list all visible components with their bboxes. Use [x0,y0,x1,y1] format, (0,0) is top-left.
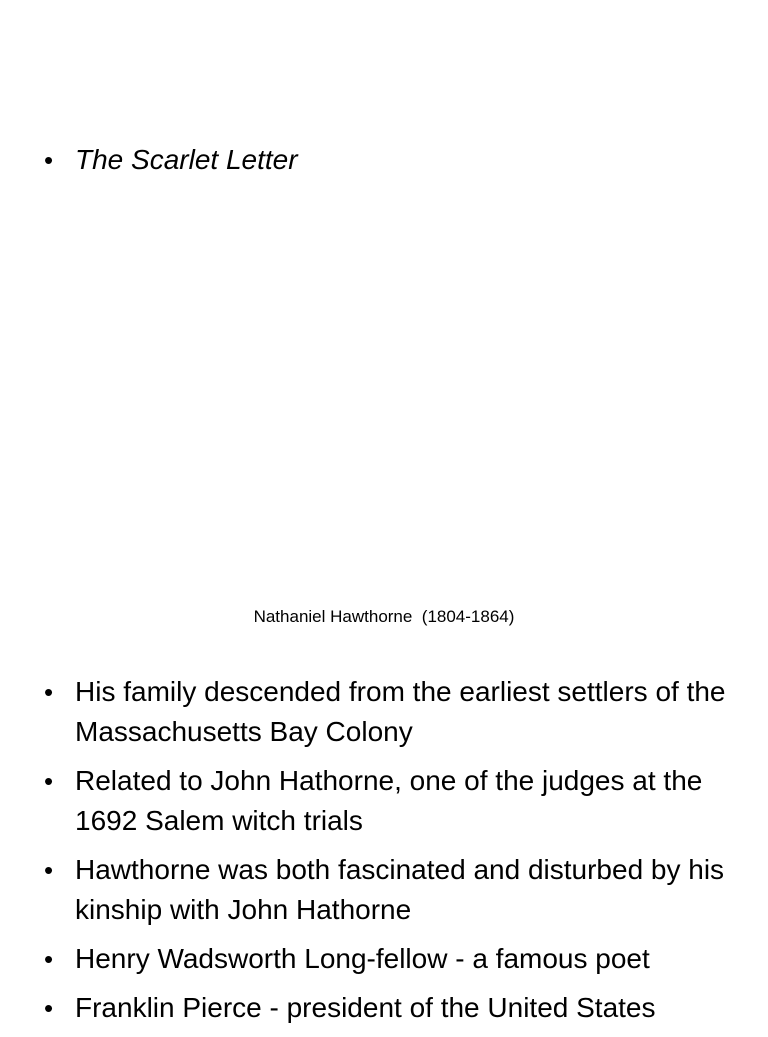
fact-item [44,939,744,979]
bullet-icon: • [44,944,54,974]
bullet-icon: • [44,677,54,707]
fact-item [44,988,744,1028]
fact-text: Franklin Pierce - president of the United States [75,992,656,1023]
fact-text: Related to John Hathorne, one of the judges at the 1692 Salem witch trials [75,765,703,836]
fact-text: Henry Wadsworth Long-fellow - a famous poet [75,943,650,974]
book-title-item [44,140,744,180]
fact-item [44,761,744,841]
title-bullet-list [44,140,744,189]
bullet-icon: • [44,145,54,175]
fact-text: Hawthorne was both fascinated and disturbed by his kinship with John Hathorne [75,854,725,925]
book-title: The Scarlet Letter [75,144,298,175]
fact-item [44,850,744,930]
fact-text: His family descended from the earliest settlers of the Massachusetts Bay Colony [75,676,726,747]
portrait-caption: Nathaniel Hawthorne (1804-1864) [253,607,515,626]
facts-bullet-list [44,672,744,1037]
bullet-icon: • [44,993,54,1023]
bullet-icon: • [44,855,54,885]
bullet-icon: • [44,766,54,796]
fact-item [44,672,744,752]
